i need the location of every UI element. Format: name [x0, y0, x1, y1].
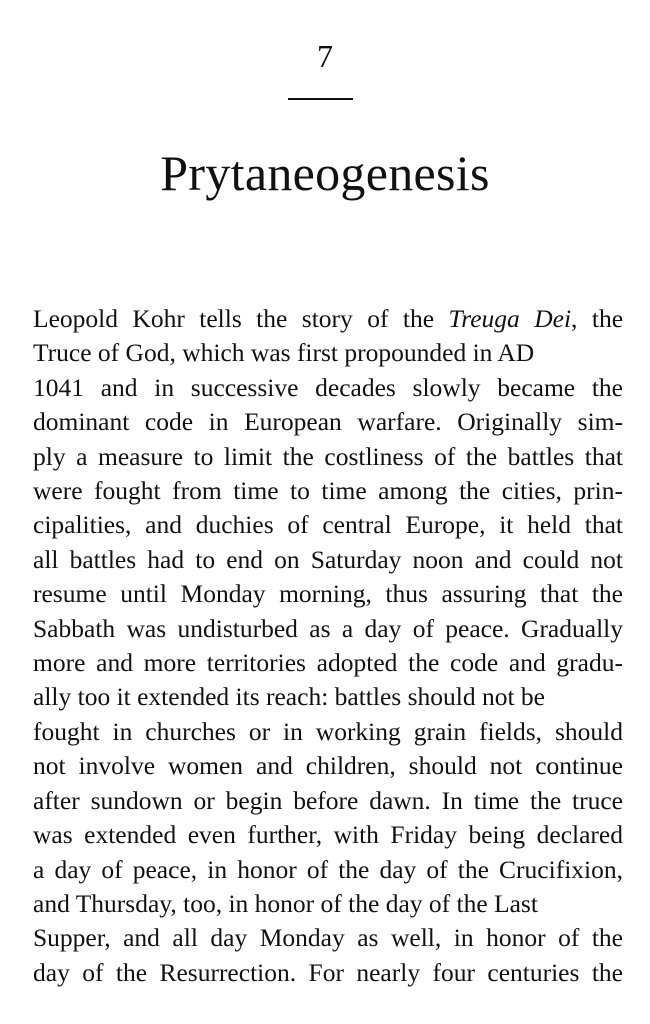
text-line: dominant code in European warfare. Originally sim-: [33, 407, 623, 437]
text-line: Truce of God, which was first propounded in AD: [33, 338, 535, 368]
text-line: [33, 302, 623, 336]
text-run: , the: [571, 304, 624, 333]
text-line: ply a measure to limit the costliness of the battles that: [33, 441, 623, 471]
text-line: were fought from time to time among the cities, prin-: [33, 476, 623, 506]
text-line: ally too it extended its reach: battles should not be: [33, 682, 546, 712]
italic-title: Treuga Dei: [448, 304, 572, 333]
text-line: 1041 and in successive decades slowly became the: [33, 372, 623, 402]
text-line: cipalities, and duchies of central Europe, it held that: [33, 510, 623, 540]
chapter-title: Prytaneogenesis: [160, 145, 490, 201]
body-paragraph: [33, 302, 623, 990]
text-run: Leopold Kohr tells the story of the: [33, 304, 449, 333]
text-line: was extended even further, with Friday being declared: [33, 820, 623, 850]
chapter-divider: [288, 98, 353, 100]
text-line: not involve women and children, should not continue: [33, 751, 623, 781]
text-line: Supper, and all day Monday as well, in honor of the: [33, 923, 623, 953]
text-line: a day of peace, in honor of the day of the Crucifixion,: [33, 854, 623, 884]
text-line: resume until Monday morning, thus assuring that the: [33, 579, 623, 609]
text-line: and Thursday, too, in honor of the day of the Last: [33, 888, 538, 918]
text-line: day of the Resurrection. For nearly four centuries the: [33, 957, 623, 987]
text-line: more and more territories adopted the code and gradu-: [33, 648, 623, 678]
text-line: Sabbath was undisturbed as a day of peace. Gradually: [33, 613, 623, 643]
text-line: after sundown or begin before dawn. In time the truce: [33, 785, 623, 815]
chapter-number: 7: [317, 38, 333, 74]
text-line: all battles had to end on Saturday noon and could not: [33, 544, 623, 574]
text-line: fought in churches or in working grain fields, should: [33, 716, 623, 746]
